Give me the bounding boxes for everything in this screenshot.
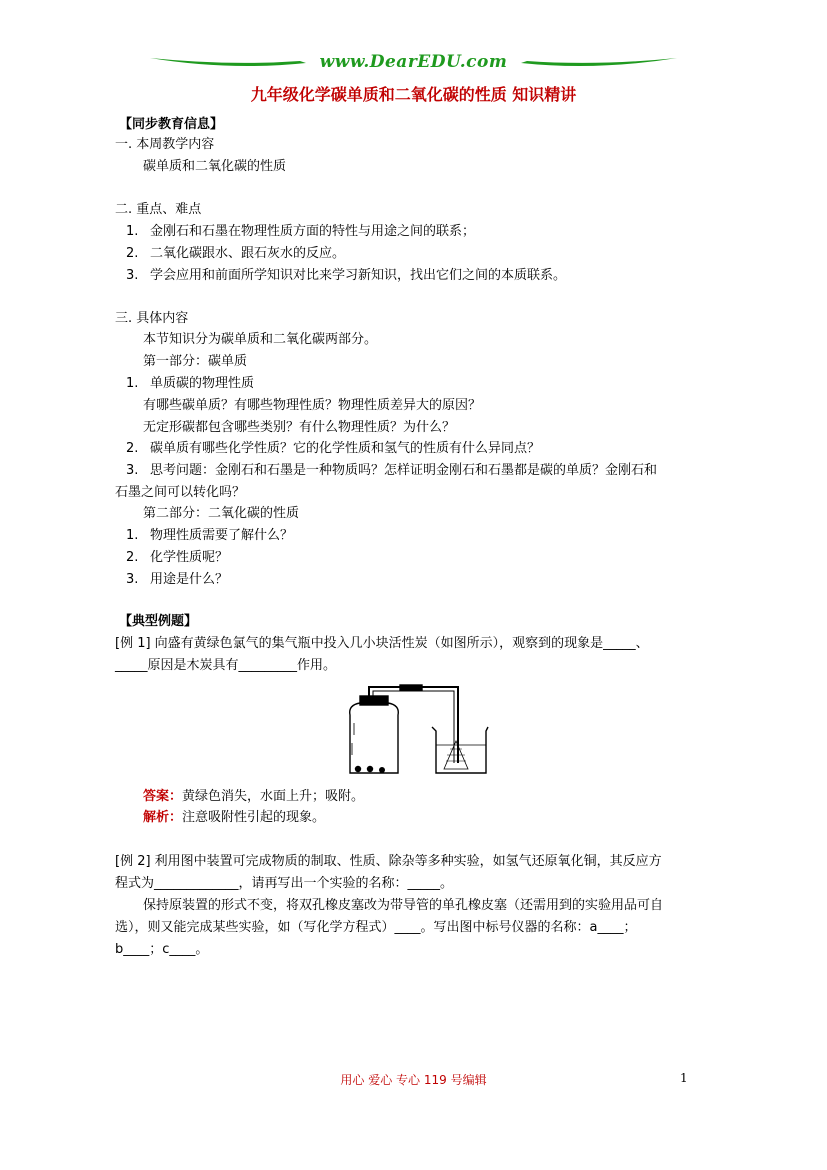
example2-text: [例 2] 利用图中装置可完成物质的制取、性质、除杂等多种实验，如氢气还原氧化铜，其反应方	[115, 854, 662, 869]
list-item-num: 3.	[126, 268, 139, 283]
analysis-label: 解析：	[143, 810, 183, 825]
list-item-num: 2.	[126, 441, 139, 456]
list-item-num: 1.	[126, 528, 139, 543]
site-logo-text: www.DearEDU.com	[319, 52, 508, 72]
gas-bottle	[350, 703, 399, 773]
analysis-text: 注意吸附性引起的现象。	[182, 810, 326, 825]
footer-text: 用心 爱心 专心 119 号编辑	[340, 1073, 487, 1087]
question-line: 有哪些碳单质？有哪些物理性质？物理性质差异大的原因？	[143, 398, 482, 413]
list-item-num: 3.	[126, 463, 139, 478]
list-item: 碳单质有哪些化学性质？它的化学性质和氢气的性质有什么异同点？	[150, 441, 541, 456]
question-line: 无定形碳都包含哪些类别？有什么物理性质？为什么？	[143, 420, 456, 435]
list-item: 化学性质呢？	[150, 550, 229, 565]
section2-heading: 二. 重点、难点	[115, 202, 202, 217]
part1-heading: 第一部分：碳单质	[143, 354, 248, 369]
list-item-continued: 石墨之间可以转化吗？	[115, 485, 246, 500]
charcoal-piece	[367, 766, 373, 772]
section3-heading: 三. 具体内容	[115, 311, 189, 326]
list-item: 单质碳的物理性质	[150, 376, 255, 391]
example2-text: 程式为_____________，请再写出一个实验的名称：_____。	[115, 876, 454, 891]
list-item-num: 1.	[126, 224, 139, 239]
list-item: 金刚石和石墨在物理性质方面的特性与用途之间的联系；	[150, 224, 476, 239]
charcoal-piece	[379, 767, 385, 773]
list-item: 学会应用和前面所学知识对比来学习新知识，找出它们之间的本质联系。	[150, 268, 567, 283]
answer-label: 答案：	[143, 789, 183, 804]
examples-heading: 【典型例题】	[119, 614, 198, 629]
section1-body: 碳单质和二氧化碳的性质	[143, 159, 287, 174]
list-item-num: 2.	[126, 246, 139, 261]
list-item-num: 2.	[126, 550, 139, 565]
example2-text: b____；c____。	[115, 942, 209, 957]
example2-text: 选），则又能完成某些实验，如（写化学方程式）____。写出图中标号仪器的名称：a____；	[115, 920, 637, 935]
answer-text: 黄绿色消失，水面上升；吸附。	[182, 789, 365, 804]
list-item: 二氧化碳跟水、跟石灰水的反应。	[150, 246, 346, 261]
example2-text: 保持原装置的形式不变，将双孔橡皮塞改为带导管的单孔橡皮塞（还需用到的实验用品可自	[143, 898, 664, 913]
list-item-num: 1.	[126, 376, 139, 391]
stopper	[360, 696, 388, 705]
list-item: 思考问题：金刚石和石墨是一种物质吗？怎样证明金刚石和石墨都是碳的单质？金刚石和	[150, 463, 658, 478]
charcoal-piece	[355, 766, 361, 772]
list-item: 物理性质需要了解什么？	[150, 528, 294, 543]
tube-connector	[400, 685, 422, 690]
part2-heading: 第二部分：二氧化碳的性质	[143, 506, 300, 521]
sync-info-heading: 【同步教育信息】	[119, 117, 224, 132]
page-number: 1	[680, 1071, 688, 1085]
apparatus-diagram	[340, 683, 490, 780]
section1-heading: 一. 本周教学内容	[115, 137, 215, 152]
section3-intro: 本节知识分为碳单质和二氧化碳两部分。	[143, 332, 378, 347]
page-title: 九年级化学碳单质和二氧化碳的性质 知识精讲	[250, 85, 577, 104]
list-item-num: 3.	[126, 572, 139, 587]
example1-text: _____原因是木炭具有_________作用。	[115, 658, 337, 673]
example1-text: [例 1] 向盛有黄绿色氯气的集气瓶中投入几小块活性炭（如图所示），观察到的现象是_____、	[115, 636, 649, 651]
list-item: 用途是什么？	[150, 572, 229, 587]
